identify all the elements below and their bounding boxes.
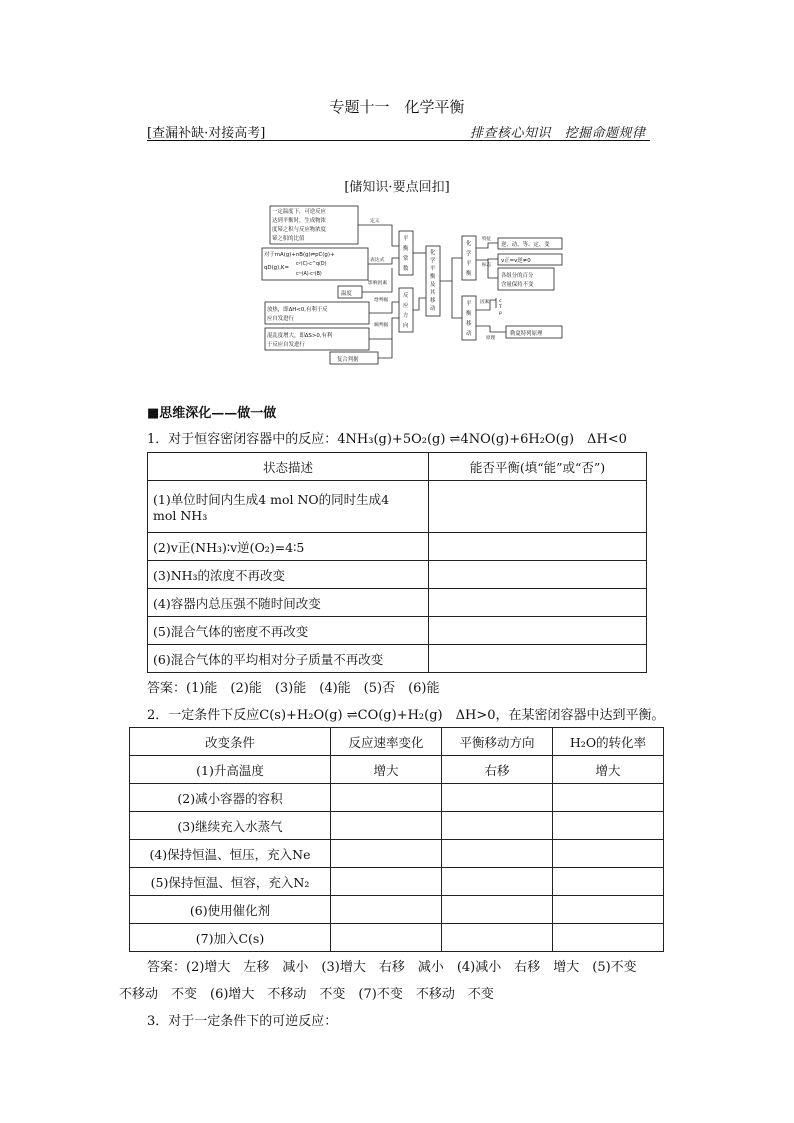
mindmap-expr-line1: 对于mA(g)+nB(g)⇌pC(g)+ — [264, 252, 335, 258]
header-rule — [147, 140, 650, 141]
table-row — [130, 924, 664, 952]
q1-row5-answer-cell[interactable] — [429, 617, 647, 645]
mindmap-chem-char3: 平 — [466, 261, 472, 267]
q1-row2-desc: (2)v正(NH₃)∶v逆(O₂)=4∶5 — [148, 533, 429, 561]
q3-stem: 3．对于一定条件下的可逆反应： — [147, 1014, 338, 1029]
section-heading: ■思维深化——做一做 — [147, 406, 277, 421]
mindmap-factor-c: c — [499, 299, 502, 304]
mindmap-mark2-line2: 含量保持不变 — [501, 282, 534, 288]
q1-table-header — [148, 453, 647, 481]
mindmap-center-char6: 其 — [430, 290, 436, 296]
table-row — [148, 561, 647, 589]
table-row — [148, 645, 647, 673]
mindmap-k-char2: 衡 — [403, 246, 409, 252]
mindmap-k-char1: 平 — [403, 236, 409, 242]
q1-row1-desc — [148, 481, 429, 533]
q2-row3-dir[interactable] — [442, 812, 553, 840]
q1-answer: 答案：(1)能 (2)能 (3)能 (4)能 (5)否 (6)能 — [147, 681, 440, 696]
q1-row4-desc: (4)容器内总压强不随时间改变 — [148, 589, 429, 617]
table-row — [130, 784, 664, 812]
mindmap-mark2-line1: 各组分的百分 — [501, 273, 534, 279]
mindmap-label-expression: 表达式 — [370, 258, 385, 263]
q2-head-conversion: H₂O的转化率 — [553, 728, 664, 756]
mindmap-shift-char4: 动 — [466, 331, 472, 337]
table-row — [148, 481, 647, 533]
mindmap-expr-numerator: cᵖ(C)·c^q(D) — [296, 262, 327, 267]
q1-row1-line2: mol NH₃ — [153, 508, 208, 523]
q2-answer-line2: 不移动 不变 (6)增大 不移动 不变 (7)不变 不移动 不变 — [119, 987, 494, 1002]
q2-row7-cond: (7)加入C(s) — [130, 924, 331, 952]
q2-row1-dir: 右移 — [442, 756, 553, 784]
mindmap-center-char3: 平 — [430, 266, 436, 272]
mindmap-dir-char2: 应 — [403, 303, 409, 309]
q1-head-desc: 状态描述 — [148, 453, 429, 481]
mindmap-principle: 勒夏特列原理 — [510, 331, 543, 337]
table-row — [148, 589, 647, 617]
q2-row4-dir[interactable] — [442, 840, 553, 868]
mindmap-def-line4: 幂之积的比值 — [272, 236, 305, 242]
q1-row3-desc: (3)NH₃的浓度不再改变 — [148, 561, 429, 589]
q2-row5-dir[interactable] — [442, 868, 553, 896]
mindmap-label-definition: 定义 — [370, 219, 380, 224]
mindmap-label-mark: 标志 — [482, 263, 492, 268]
mindmap-def-line3: 度幂之积与反应物浓度 — [272, 227, 326, 233]
mindmap-entropy-line1: 混乱度增大，即ΔS>0,有利 — [267, 333, 333, 339]
q2-row4-cond: (4)保持恒温、恒压，充入Ne — [130, 840, 331, 868]
q1-row5-desc: (5)混合气体的密度不再改变 — [148, 617, 429, 645]
concept-mindmap — [258, 198, 603, 368]
mindmap-shift-char1: 平 — [466, 301, 472, 307]
table-row — [130, 812, 664, 840]
mindmap-expr-denominator: cᵐ(A)·cⁿ(B) — [296, 272, 322, 277]
q1-row4-answer-cell[interactable] — [429, 589, 647, 617]
mindmap-k-char4: 数 — [403, 266, 409, 272]
mindmap-center-char4: 衡 — [430, 274, 436, 280]
mindmap-temperature: 温度 — [341, 291, 352, 297]
q2-row5-rate[interactable] — [331, 868, 442, 896]
q2-row3-conv[interactable] — [553, 812, 664, 840]
q2-row5-conv[interactable] — [553, 868, 664, 896]
q2-table — [129, 727, 664, 952]
q2-answer-line1: 答案：(2)增大 左移 减小 (3)增大 右移 减小 (4)减小 右移 增大 (5)不变 — [147, 960, 637, 975]
mindmap-chem-char2: 学 — [466, 251, 472, 257]
mindmap-center-char8: 动 — [430, 306, 436, 312]
q1-row3-answer-cell[interactable] — [429, 561, 647, 589]
mindmap-def-line2: 达到平衡时，生成物浓 — [272, 218, 326, 224]
q2-row6-conv[interactable] — [553, 896, 664, 924]
q1-table — [147, 452, 647, 673]
mindmap-feature: 逆、动、等、定、变 — [501, 242, 550, 248]
q2-row7-rate[interactable] — [331, 924, 442, 952]
table-row — [148, 533, 647, 561]
q2-row3-cond: (3)继续充入水蒸气 — [130, 812, 331, 840]
header-left-label: [查漏补缺·对接高考] — [147, 126, 266, 141]
q2-row2-rate[interactable] — [331, 784, 442, 812]
q2-row4-conv[interactable] — [553, 840, 664, 868]
q2-row6-rate[interactable] — [331, 896, 442, 924]
q2-row4-rate[interactable] — [331, 840, 442, 868]
mindmap-chem-char4: 衡 — [466, 271, 472, 277]
q1-stem: 1．对于恒容密闭容器中的反应：4NH₃(g)+5O₂(g) ⇌4NO(g)+6H₂O(g) ΔH<0 — [147, 432, 627, 447]
mindmap-composite: 复合判据 — [337, 357, 359, 363]
q2-row2-cond: (2)减小容器的容积 — [130, 784, 331, 812]
header-right-label: 排查核心知识 挖掘命题规律 — [470, 126, 646, 141]
q2-row1-cond: (1)升高温度 — [130, 756, 331, 784]
q1-head-answer: 能否平衡(填“能”或“否”) — [429, 453, 647, 481]
q1-row1-answer-cell[interactable] — [429, 481, 647, 533]
mindmap-center-char2: 学 — [430, 258, 436, 264]
q1-row2-answer-cell[interactable] — [429, 533, 647, 561]
mindmap-dir-char3: 方 — [403, 313, 409, 319]
mindmap-dir-char4: 向 — [403, 323, 409, 329]
mindmap-chem-char1: 化 — [466, 241, 472, 247]
mindmap-label-feature: 特征 — [482, 237, 492, 242]
q2-table-header — [130, 728, 664, 756]
mindmap-center-char1: 化 — [430, 250, 436, 256]
q2-head-direction: 平衡移动方向 — [442, 728, 553, 756]
q2-row3-rate[interactable] — [331, 812, 442, 840]
table-row — [148, 617, 647, 645]
q2-head-condition: 改变条件 — [130, 728, 331, 756]
q2-row2-conv[interactable] — [553, 784, 664, 812]
q1-row6-desc: (6)混合气体的平均相对分子质量不再改变 — [148, 645, 429, 673]
mindmap-mark1: v正=v逆≠0 — [501, 258, 531, 264]
page-title: 专题十一 化学平衡 — [329, 98, 465, 116]
q2-stem: 2．一定条件下反应C(s)+H₂O(g) ⇌CO(g)+H₂(g) ΔH>0，在某密闭容器中达到平衡。 — [147, 708, 665, 723]
mindmap-center-char7: 移 — [430, 298, 436, 304]
table-row — [130, 868, 664, 896]
q2-row1-rate: 增大 — [331, 756, 442, 784]
q2-row5-cond: (5)保持恒温、恒容，充入N₂ — [130, 868, 331, 896]
q2-row7-dir[interactable] — [442, 924, 553, 952]
mindmap-enthalpy-line1: 放热，即ΔH<0,有利于反 — [267, 307, 328, 313]
mindmap-enthalpy-line2: 应自发进行 — [267, 316, 294, 322]
table-row — [130, 896, 664, 924]
mindmap-k-char3: 常 — [403, 256, 409, 262]
table-row — [130, 840, 664, 868]
q2-row2-dir[interactable] — [442, 784, 553, 812]
table-row — [130, 756, 664, 784]
mindmap-shift-char2: 衡 — [466, 311, 472, 317]
mindmap-center-char5: 及 — [430, 282, 436, 288]
mindmap-label-enthalpy: 焓判据 — [374, 298, 389, 303]
mindmap-def-line1: 一定温度下，可逆反应 — [272, 209, 326, 215]
mindmap-label-factor: 影响因素 — [368, 281, 388, 286]
mindmap-factor-t: T — [499, 305, 502, 310]
q1-row6-answer-cell[interactable] — [429, 645, 647, 673]
section-subtitle: [储知识·要点回扣] — [344, 180, 450, 195]
mindmap-label-factors: 因素 — [480, 300, 490, 305]
q2-head-rate: 反应速率变化 — [331, 728, 442, 756]
mindmap-label-principle: 原理 — [486, 336, 496, 341]
mindmap-factor-p: p — [499, 311, 502, 316]
mindmap-shift-char3: 移 — [466, 321, 472, 327]
q2-row7-conv[interactable] — [553, 924, 664, 952]
q2-row1-conv: 增大 — [553, 756, 664, 784]
mindmap-dir-char1: 反 — [403, 293, 409, 299]
q2-row6-dir[interactable] — [442, 896, 553, 924]
mindmap-label-entropy: 熵判据 — [374, 323, 389, 328]
mindmap-entropy-line2: 于反应自发进行 — [267, 342, 305, 348]
q2-row6-cond: (6)使用催化剂 — [130, 896, 331, 924]
q1-row1-line1: (1)单位时间内生成4 mol NO的同时生成4 — [153, 492, 390, 507]
mindmap-expr-line2: qD(g),K= — [264, 265, 289, 271]
